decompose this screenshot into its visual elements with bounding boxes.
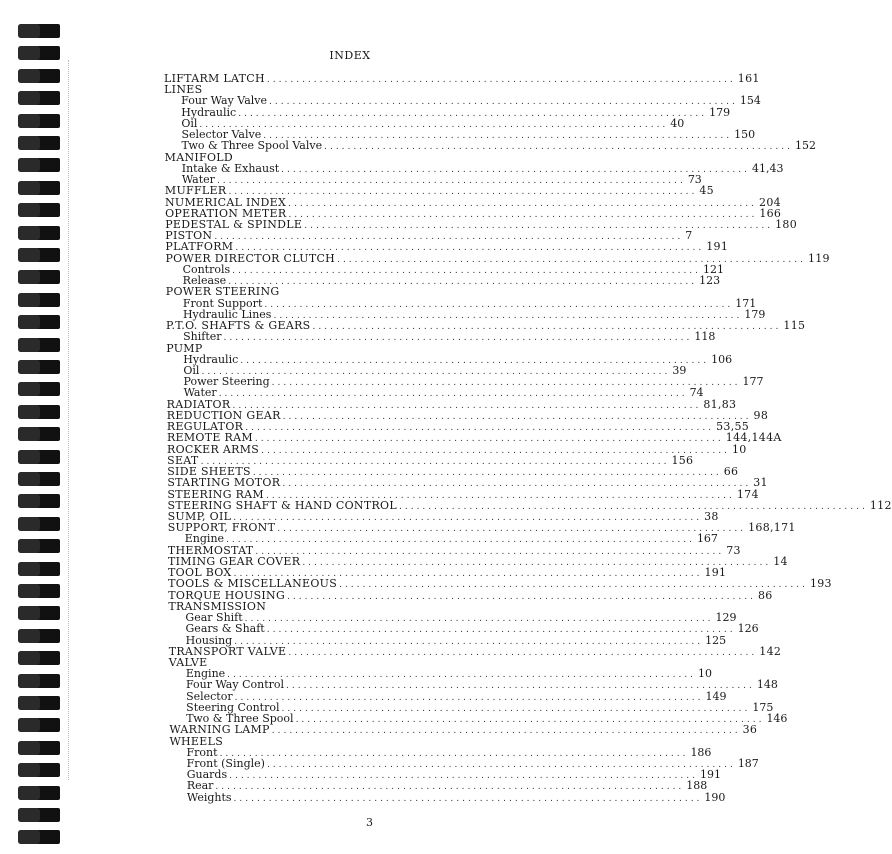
entry-label: Two & Three Spool: [186, 712, 294, 726]
dot-leader: ................................................................................: [287, 591, 756, 602]
entry-label: Intake & Exhaust: [181, 161, 280, 175]
entry-label: RADIATOR: [166, 397, 231, 411]
entry-label: TIMING GEAR COVER: [167, 554, 301, 568]
index-entry: [166, 431, 782, 445]
dot-leader: ................................................................................: [218, 389, 688, 400]
dot-leader: ................................................................................: [281, 164, 751, 175]
binding-ring: [18, 270, 60, 284]
entry-page: 66: [723, 465, 739, 479]
entry-page: 191: [699, 768, 721, 782]
entry-label: NUMERICAL INDEX: [165, 195, 287, 209]
binding-ring: [18, 293, 60, 307]
dot-leader: ................................................................................: [324, 142, 793, 153]
dot-leader: ................................................................................: [199, 119, 669, 130]
index-entry: [186, 790, 726, 804]
entry-page: 10: [731, 442, 747, 456]
dot-leader: ................................................................................: [238, 108, 708, 119]
dot-leader: ................................................................................: [266, 75, 736, 85]
entry-label: SUPPORT, FRONT: [167, 521, 276, 535]
binding-ring: [18, 382, 60, 396]
binding-ring: [18, 696, 60, 710]
binding-ring: [18, 539, 60, 553]
index-entry: [181, 161, 784, 175]
dot-leader: ................................................................................: [244, 614, 714, 625]
index-entry: [185, 678, 778, 692]
entry-label: WARNING LAMP: [169, 723, 270, 737]
index-entry: [167, 442, 747, 456]
dot-leader: ................................................................................: [233, 793, 703, 804]
entry-page: 10: [698, 667, 713, 681]
entry-page: 148: [756, 678, 778, 692]
index-heading: TRANSMISSION: [168, 599, 267, 613]
entry-page: 115: [783, 319, 806, 333]
entry-label: Power Steering: [183, 375, 270, 389]
entry-label: Engine: [185, 667, 226, 681]
entry-label: OPERATION METER: [165, 206, 287, 220]
dot-leader: ................................................................................: [282, 479, 752, 490]
dot-leader: ................................................................................: [235, 243, 705, 254]
entry-page: 121: [703, 262, 725, 276]
index-entry: [183, 386, 704, 400]
dot-leader: ................................................................................: [263, 131, 733, 142]
entry-label: POWER DIRECTOR CLUTCH: [165, 251, 336, 265]
entry-page: 175: [752, 700, 774, 714]
entry-label: PLATFORM: [165, 240, 234, 254]
index-heading: VALVE: [168, 655, 208, 669]
index-entry: [181, 139, 816, 153]
binding-ring: [18, 718, 60, 732]
index-entry: [186, 768, 721, 782]
index-entry: [167, 476, 768, 490]
entry-label: P.T.O. SHAFTS & GEARS: [166, 319, 311, 333]
binding-ring: [18, 494, 60, 508]
binding-ring: [18, 114, 60, 128]
dot-leader: ................................................................................: [214, 232, 684, 243]
dot-leader: ................................................................................: [264, 299, 734, 310]
entry-page: 45: [699, 184, 714, 198]
entry-label: Water: [183, 386, 217, 400]
entry-page: 179: [709, 105, 731, 119]
index-entry: [183, 375, 764, 389]
index-entry: [167, 521, 796, 535]
entry-page: 31: [753, 476, 768, 490]
binding-ring: [18, 808, 60, 822]
binding-ring: [18, 629, 60, 643]
dot-leader: ................................................................................: [255, 546, 725, 557]
dot-leader: ................................................................................: [277, 524, 747, 535]
binding-ring: [18, 786, 60, 800]
binding-ring: [18, 203, 60, 217]
entry-page: 174: [736, 487, 759, 501]
entry-label: TORQUE HOUSING: [168, 588, 286, 602]
dot-leader: ................................................................................: [234, 692, 704, 703]
entry-page: 7: [685, 229, 693, 243]
binding-ring: [18, 360, 60, 374]
entry-page: 40: [670, 116, 685, 130]
entry-page: 186: [690, 745, 712, 759]
dot-leader: ................................................................................: [269, 97, 738, 108]
entry-label: THERMOSTAT: [167, 543, 254, 557]
binding-ring: [18, 472, 60, 486]
entry-page: 150: [734, 128, 756, 142]
entry-page: 177: [742, 375, 764, 389]
index-entry: [184, 532, 718, 546]
entry-page: 118: [694, 330, 716, 344]
entry-label: MUFFLER: [164, 184, 227, 198]
entry-page: 171: [735, 296, 757, 310]
dot-leader: ................................................................................: [337, 254, 806, 265]
entry-label: Steering Control: [186, 700, 280, 714]
entry-label: SIDE SHEETS: [167, 465, 251, 479]
entry-page: 73: [687, 173, 702, 187]
index-entry: [185, 622, 759, 636]
dot-leader: ................................................................................: [223, 333, 693, 344]
index-entry: [168, 588, 773, 602]
dot-leader: ................................................................................: [227, 670, 697, 681]
entry-label: Gear Shift: [185, 611, 243, 625]
entry-page: 193: [809, 577, 832, 591]
entry-label: Two & Three Spool Valve: [181, 139, 323, 153]
dot-leader: ................................................................................: [261, 445, 730, 456]
binding-ring: [18, 338, 60, 352]
binding-ring: [18, 181, 60, 195]
entry-label: Hydraulic: [183, 352, 239, 366]
entry-page: 156: [671, 453, 694, 467]
dot-leader: ................................................................................: [228, 187, 698, 198]
index-entry: [186, 757, 759, 771]
entry-page: 39: [672, 363, 687, 377]
entry-page: 36: [742, 723, 758, 737]
dot-leader: ................................................................................: [339, 580, 808, 591]
dot-leader: ................................................................................: [233, 512, 703, 523]
dot-leader: ................................................................................: [216, 176, 686, 187]
page-edge: [68, 60, 70, 780]
index-heading: LINES: [164, 83, 203, 97]
entry-label: Selector: [186, 689, 233, 703]
index-entry: [169, 723, 758, 737]
entry-page: 125: [705, 633, 727, 647]
binding-ring: [18, 136, 60, 150]
dot-leader: ................................................................................: [281, 703, 751, 714]
entry-page: 86: [757, 588, 773, 602]
dot-leader: ................................................................................: [240, 355, 710, 366]
index-entry: [186, 689, 727, 703]
dot-leader: ................................................................................: [215, 782, 685, 793]
entry-label: LIFTARM LATCH: [164, 72, 265, 85]
dot-leader: ................................................................................: [304, 220, 774, 231]
dot-leader: ................................................................................: [288, 198, 758, 209]
index-entry: [165, 240, 729, 254]
dot-leader: ................................................................................: [245, 423, 715, 434]
entry-page: 81,83: [703, 397, 737, 411]
binding-ring: [18, 248, 60, 262]
entry-page: 119: [807, 251, 830, 265]
binding-ring: [18, 226, 60, 240]
dot-leader: ................................................................................: [228, 277, 698, 288]
entry-label: Release: [182, 274, 227, 288]
binding-ring: [18, 405, 60, 419]
entry-page: 146: [766, 712, 788, 726]
index-entry: [166, 319, 806, 333]
entry-page: 168,171: [748, 521, 796, 535]
binding-ring: [18, 427, 60, 441]
index-entry: [164, 72, 760, 85]
entry-page: 167: [696, 532, 718, 546]
binding-ring: [18, 69, 60, 83]
entry-label: REGULATOR: [166, 420, 244, 434]
binding-ring: [18, 450, 60, 464]
dot-leader: ................................................................................: [282, 411, 752, 422]
dot-leader: ................................................................................: [271, 378, 741, 389]
entry-page: 204: [759, 195, 781, 209]
entry-label: Controls: [182, 262, 231, 276]
entry-page: 144,144A: [725, 431, 782, 445]
entry-label: STARTING MOTOR: [167, 476, 281, 490]
entry-page: 129: [715, 611, 737, 625]
dot-leader: ................................................................................: [232, 265, 702, 276]
entry-page: 38: [704, 509, 719, 523]
binding-ring: [18, 741, 60, 755]
entry-page: 41,43: [752, 161, 784, 175]
index-entry: [183, 330, 716, 344]
index-entry: [166, 397, 737, 411]
binding-ring: [18, 24, 60, 38]
binding-ring: [18, 651, 60, 665]
entry-label: Oil: [183, 363, 200, 377]
entry-page: 187: [737, 757, 759, 771]
entry-page: 191: [704, 566, 727, 580]
index-heading: POWER STEERING: [165, 285, 280, 299]
dot-leader: ................................................................................: [265, 490, 735, 501]
entry-label: PEDESTAL & SPINDLE: [165, 217, 303, 231]
dot-leader: ................................................................................: [233, 569, 703, 580]
entry-label: SEAT: [167, 453, 199, 467]
entry-page: 123: [699, 274, 721, 288]
spiral-binding: [0, 0, 60, 854]
index-entry: [186, 779, 708, 793]
dot-leader: ................................................................................: [234, 636, 704, 647]
index-heading: WHEELS: [169, 734, 224, 748]
entry-label: TOOL BOX: [168, 566, 232, 580]
entry-label: Oil: [181, 116, 198, 130]
dot-leader: ................................................................................: [312, 322, 782, 333]
entry-label: REDUCTION GEAR: [166, 408, 281, 422]
entry-page: 179: [744, 307, 766, 321]
entry-page: 112: [869, 498, 892, 512]
entry-page: 152: [794, 139, 816, 153]
entry-label: PISTON: [165, 229, 213, 243]
dot-leader: ................................................................................: [288, 647, 758, 658]
index-entry: [167, 543, 741, 557]
dot-leader: ................................................................................: [232, 400, 702, 411]
index-entry: [168, 577, 832, 591]
binding-ring: [18, 158, 60, 172]
entry-label: TOOLS & MISCELLANEOUS: [168, 577, 338, 591]
binding-ring: [18, 584, 60, 598]
entry-label: STEERING SHAFT & HAND CONTROL: [167, 498, 397, 512]
entry-label: Front (Single): [186, 757, 265, 771]
dot-leader: ................................................................................: [226, 535, 695, 546]
entry-label: ROCKER ARMS: [167, 442, 260, 456]
page-title: INDEX: [329, 49, 371, 62]
entry-page: 191: [706, 240, 729, 254]
entry-page: 126: [737, 622, 759, 636]
index-entry: [185, 633, 727, 647]
dot-leader: ................................................................................: [219, 748, 689, 759]
index-entry: [167, 487, 759, 501]
entry-page: 188: [686, 779, 708, 793]
dot-leader: ................................................................................: [295, 715, 765, 726]
entry-page: 74: [689, 386, 704, 400]
entry-label: Rear: [186, 779, 214, 793]
entry-label: REMOTE RAM: [166, 431, 253, 445]
entry-page: 154: [739, 94, 761, 108]
dot-leader: ................................................................................: [254, 434, 724, 445]
entry-label: Hydraulic: [181, 105, 237, 119]
binding-ring: [18, 562, 60, 576]
page-number: 3: [366, 816, 373, 829]
entry-label: Selector Valve: [181, 128, 262, 142]
binding-ring: [18, 763, 60, 777]
dot-leader: ................................................................................: [252, 468, 722, 479]
entry-page: 14: [773, 554, 788, 568]
entry-label: Housing: [185, 633, 233, 647]
entry-label: STEERING RAM: [167, 487, 264, 501]
index-entry: [181, 173, 702, 187]
entry-page: 161: [737, 72, 760, 85]
entry-label: Water: [181, 173, 215, 187]
index-entry: [168, 644, 782, 658]
entry-label: Guards: [186, 768, 228, 782]
entry-page: 53,55: [716, 420, 750, 434]
binding-ring: [18, 315, 60, 329]
entry-label: Weights: [186, 790, 232, 804]
binding-ring: [18, 606, 60, 620]
dot-leader: ................................................................................: [266, 760, 736, 771]
binding-ring: [18, 674, 60, 688]
entry-page: 166: [759, 206, 782, 220]
entry-label: Front: [186, 745, 218, 759]
dot-leader: ................................................................................: [266, 625, 736, 636]
index-entry: [183, 352, 733, 366]
dot-leader: ................................................................................: [271, 726, 741, 737]
entry-label: TRANSPORT VALVE: [168, 644, 287, 658]
index-entry: [182, 296, 757, 310]
index-entry: [165, 217, 798, 231]
entry-page: 98: [753, 408, 769, 422]
entry-label: Hydraulic Lines: [182, 307, 272, 321]
entry-page: 180: [775, 217, 798, 231]
entry-page: 106: [711, 352, 733, 366]
dot-leader: ................................................................................: [273, 310, 743, 321]
dot-leader: ................................................................................: [229, 771, 698, 782]
dot-leader: ................................................................................: [201, 366, 671, 377]
entry-page: 73: [726, 543, 741, 557]
entry-page: 149: [705, 689, 727, 703]
index-entry: [164, 184, 714, 198]
entry-label: Four Way Control: [185, 678, 285, 692]
index-entry: [181, 105, 731, 119]
binding-ring: [18, 517, 60, 531]
dot-leader: ................................................................................: [398, 501, 868, 512]
entry-label: Engine: [184, 532, 225, 546]
index-heading: PUMP: [166, 341, 203, 355]
index-heading: MANIFOLD: [164, 150, 233, 164]
dot-leader: ................................................................................: [302, 557, 772, 568]
index-entry: [181, 94, 761, 108]
binding-ring: [18, 91, 60, 105]
index-entry: [165, 195, 781, 209]
entry-label: Front Support: [182, 296, 263, 310]
entry-page: 142: [759, 644, 782, 658]
entry-page: 190: [704, 790, 726, 804]
entry-label: SUMP, OIL: [167, 509, 232, 523]
dot-leader: ................................................................................: [288, 209, 758, 220]
entry-label: Gears & Shaft: [185, 622, 265, 636]
entry-label: Shifter: [183, 330, 222, 344]
index-entry: [182, 262, 725, 276]
dot-leader: ................................................................................: [200, 456, 670, 467]
binding-ring: [18, 830, 60, 844]
entry-label: Four Way Valve: [181, 94, 268, 108]
dot-leader: ................................................................................: [286, 681, 755, 692]
